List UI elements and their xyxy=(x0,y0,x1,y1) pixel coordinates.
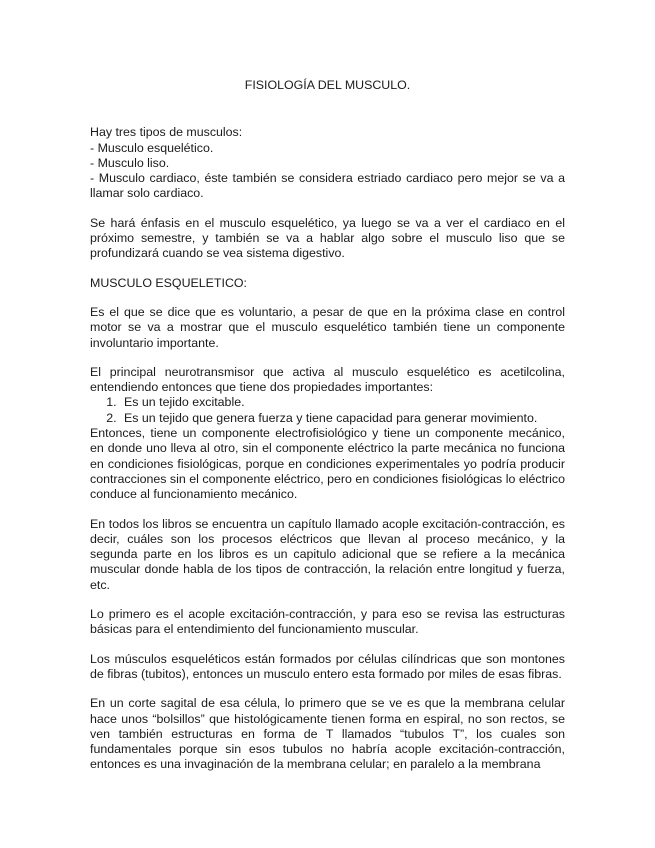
paragraph-books: En todos los libros se encuentra un capítulo llamado acople excitación-contracción, es decir, cuáles son los procesos eléctricos que llevan al proceso mecánico, y la segunda parte en los libros es un capitulo adicional que se refiere a la mecánica muscular donde habla de los tipos de contracción, la relación entre longitud y fuerza, etc. xyxy=(90,516,565,592)
paragraph-emphasis: Se hará énfasis en el musculo esquelético, ya luego se va a ver el cardiaco en el próximo semestre, y también se va a hablar algo sobre el musculo liso que se profundizará cuando se vea sistema digestivo. xyxy=(90,215,565,261)
intro-item-smooth: - Musculo liso. xyxy=(90,155,170,170)
section-heading-skeletal: MUSCULO ESQUELETICO: xyxy=(90,275,247,290)
intro-item-skeletal: - Musculo esquelético. xyxy=(90,140,214,155)
paragraph-coupling: Lo primero es el acople excitación-contracción, y para eso se revisa las estructuras básicas para el entendimiento del funcionamiento muscular. xyxy=(90,607,565,637)
document-title: FISIOLOGÍA DEL MUSCULO. xyxy=(244,78,411,92)
property-item: 1. Es un tejido excitable. xyxy=(120,395,565,410)
property-item: 2. Es un tejido que genera fuerza y tiene capacidad para generar movimiento. xyxy=(120,411,565,426)
paragraph-fibers: Los músculos esqueléticos están formados por células cilíndricas que son montones de fibras (tubitos), entonces un musculo entero esta formado por miles de esas fibras. xyxy=(90,651,565,681)
paragraph-voluntary: Es el que se dice que es voluntario, a pesar de que en la próxima clase en control motor se va a mostrar que el musculo esquelético también tiene un componente involuntario importante. xyxy=(90,304,565,350)
paragraph-components: Entonces, tiene un componente electrofisiológico y tiene un componente mecánico, en donde uno lleva al otro, sin el componente eléctrico la parte mecánica no funciona en condiciones fisiológicas, porque en condiciones experimentales yo podría producir contracciones sin el componente eléctrico, pero en condiciones fisiológicas lo eléctrico conduce al funcionamiento mecánico. xyxy=(90,426,565,502)
paragraph-sagittal: En un corte sagital de esa célula, lo primero que se ve es que la membrana celular hace unos “bolsillos” que histológicamente tienen forma en espiral, no son rectos, se ven también estructuras en forma de T llamados “tubulos T”, los cuales son fundamentales porque sin esos tubulos no habría acople excitación-contracción, entonces es una invaginación de la membrana celular; en paralelo a la membrana xyxy=(90,696,565,772)
neurotransmitter-section xyxy=(90,365,565,503)
intro-section xyxy=(90,125,565,201)
paragraph-neurotransmitter: El principal neurotransmisor que activa al musculo esquelético es acetilcolina, entendiendo entonces que tiene dos propiedades importantes: xyxy=(90,364,565,395)
intro-lead: Hay tres tipos de musculos: xyxy=(90,125,243,140)
intro-item-cardiac: - Musculo cardiaco, éste también se considera estriado cardiaco pero mejor se va a llamar solo cardiaco. xyxy=(90,171,565,201)
properties-list xyxy=(90,395,565,426)
